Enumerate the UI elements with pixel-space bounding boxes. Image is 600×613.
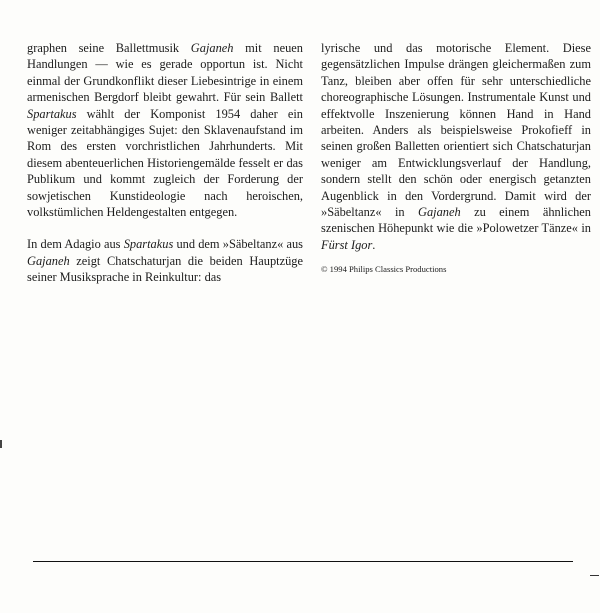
right-text-column <box>321 40 591 275</box>
bottom-rule <box>33 561 573 562</box>
left-edge-mark <box>0 440 2 448</box>
left-text-column <box>27 40 303 286</box>
left-paragraph-2: In dem Adagio aus Spartakus und dem »Säbeltanz« aus Gajaneh zeigt Chatschaturjan die beiden Hauptzüge seiner Musiksprache in Reinkultur: das <box>27 237 303 285</box>
copyright-notice: © 1994 Philips Classics Productions <box>321 264 447 275</box>
right-paragraph-1: lyrische und das motorische Element. Diese gegensätzlichen Impulse drängen gleichermaßen zum Tanz, bleiben aber offen für sehr unterschiedliche choreographische Lösungen. Instrumentale Kunst und effektvolle Inszenierung können Hand in Hand arbeiten. Anders als beispielsweise Prokofieff in seinen großen Balletten orientiert sich Chatschaturjan weniger am Entwicklungsverlauf der Handlung, sondern stellt den schön oder energisch getanzten Augenblick in den Vordergrund. Damit wird der »Säbeltanz« in Gajaneh zu einem ähnlichen szenischen Höhepunkt wie die »Polowetzer Tänze« in Fürst Igor. <box>321 41 591 252</box>
left-paragraph-1: graphen seine Ballettmusik Gajaneh mit neuen Handlungen — wie es gerade opportun ist. Nicht einmal der Grundkonflikt dieser Liebesintrige in einem armenischen Bergdorf bleibt gewahrt. Für sein Ballett Spartakus wählt der Komponist 1954 daher ein weniger zeitabhängiges Sujet: den Sklavenaufstand im Rom des ersten vorchristlichen Jahrhunderts. Mit diesem abenteuerlichen Historiengemälde fesselt er das Publikum und kommt zugleich der Forderung der sowjetischen Kunstideologie nach heroischen, volkstümlichen Heldengestalten entgegen. <box>27 41 303 220</box>
corner-tick-mark <box>590 575 599 576</box>
